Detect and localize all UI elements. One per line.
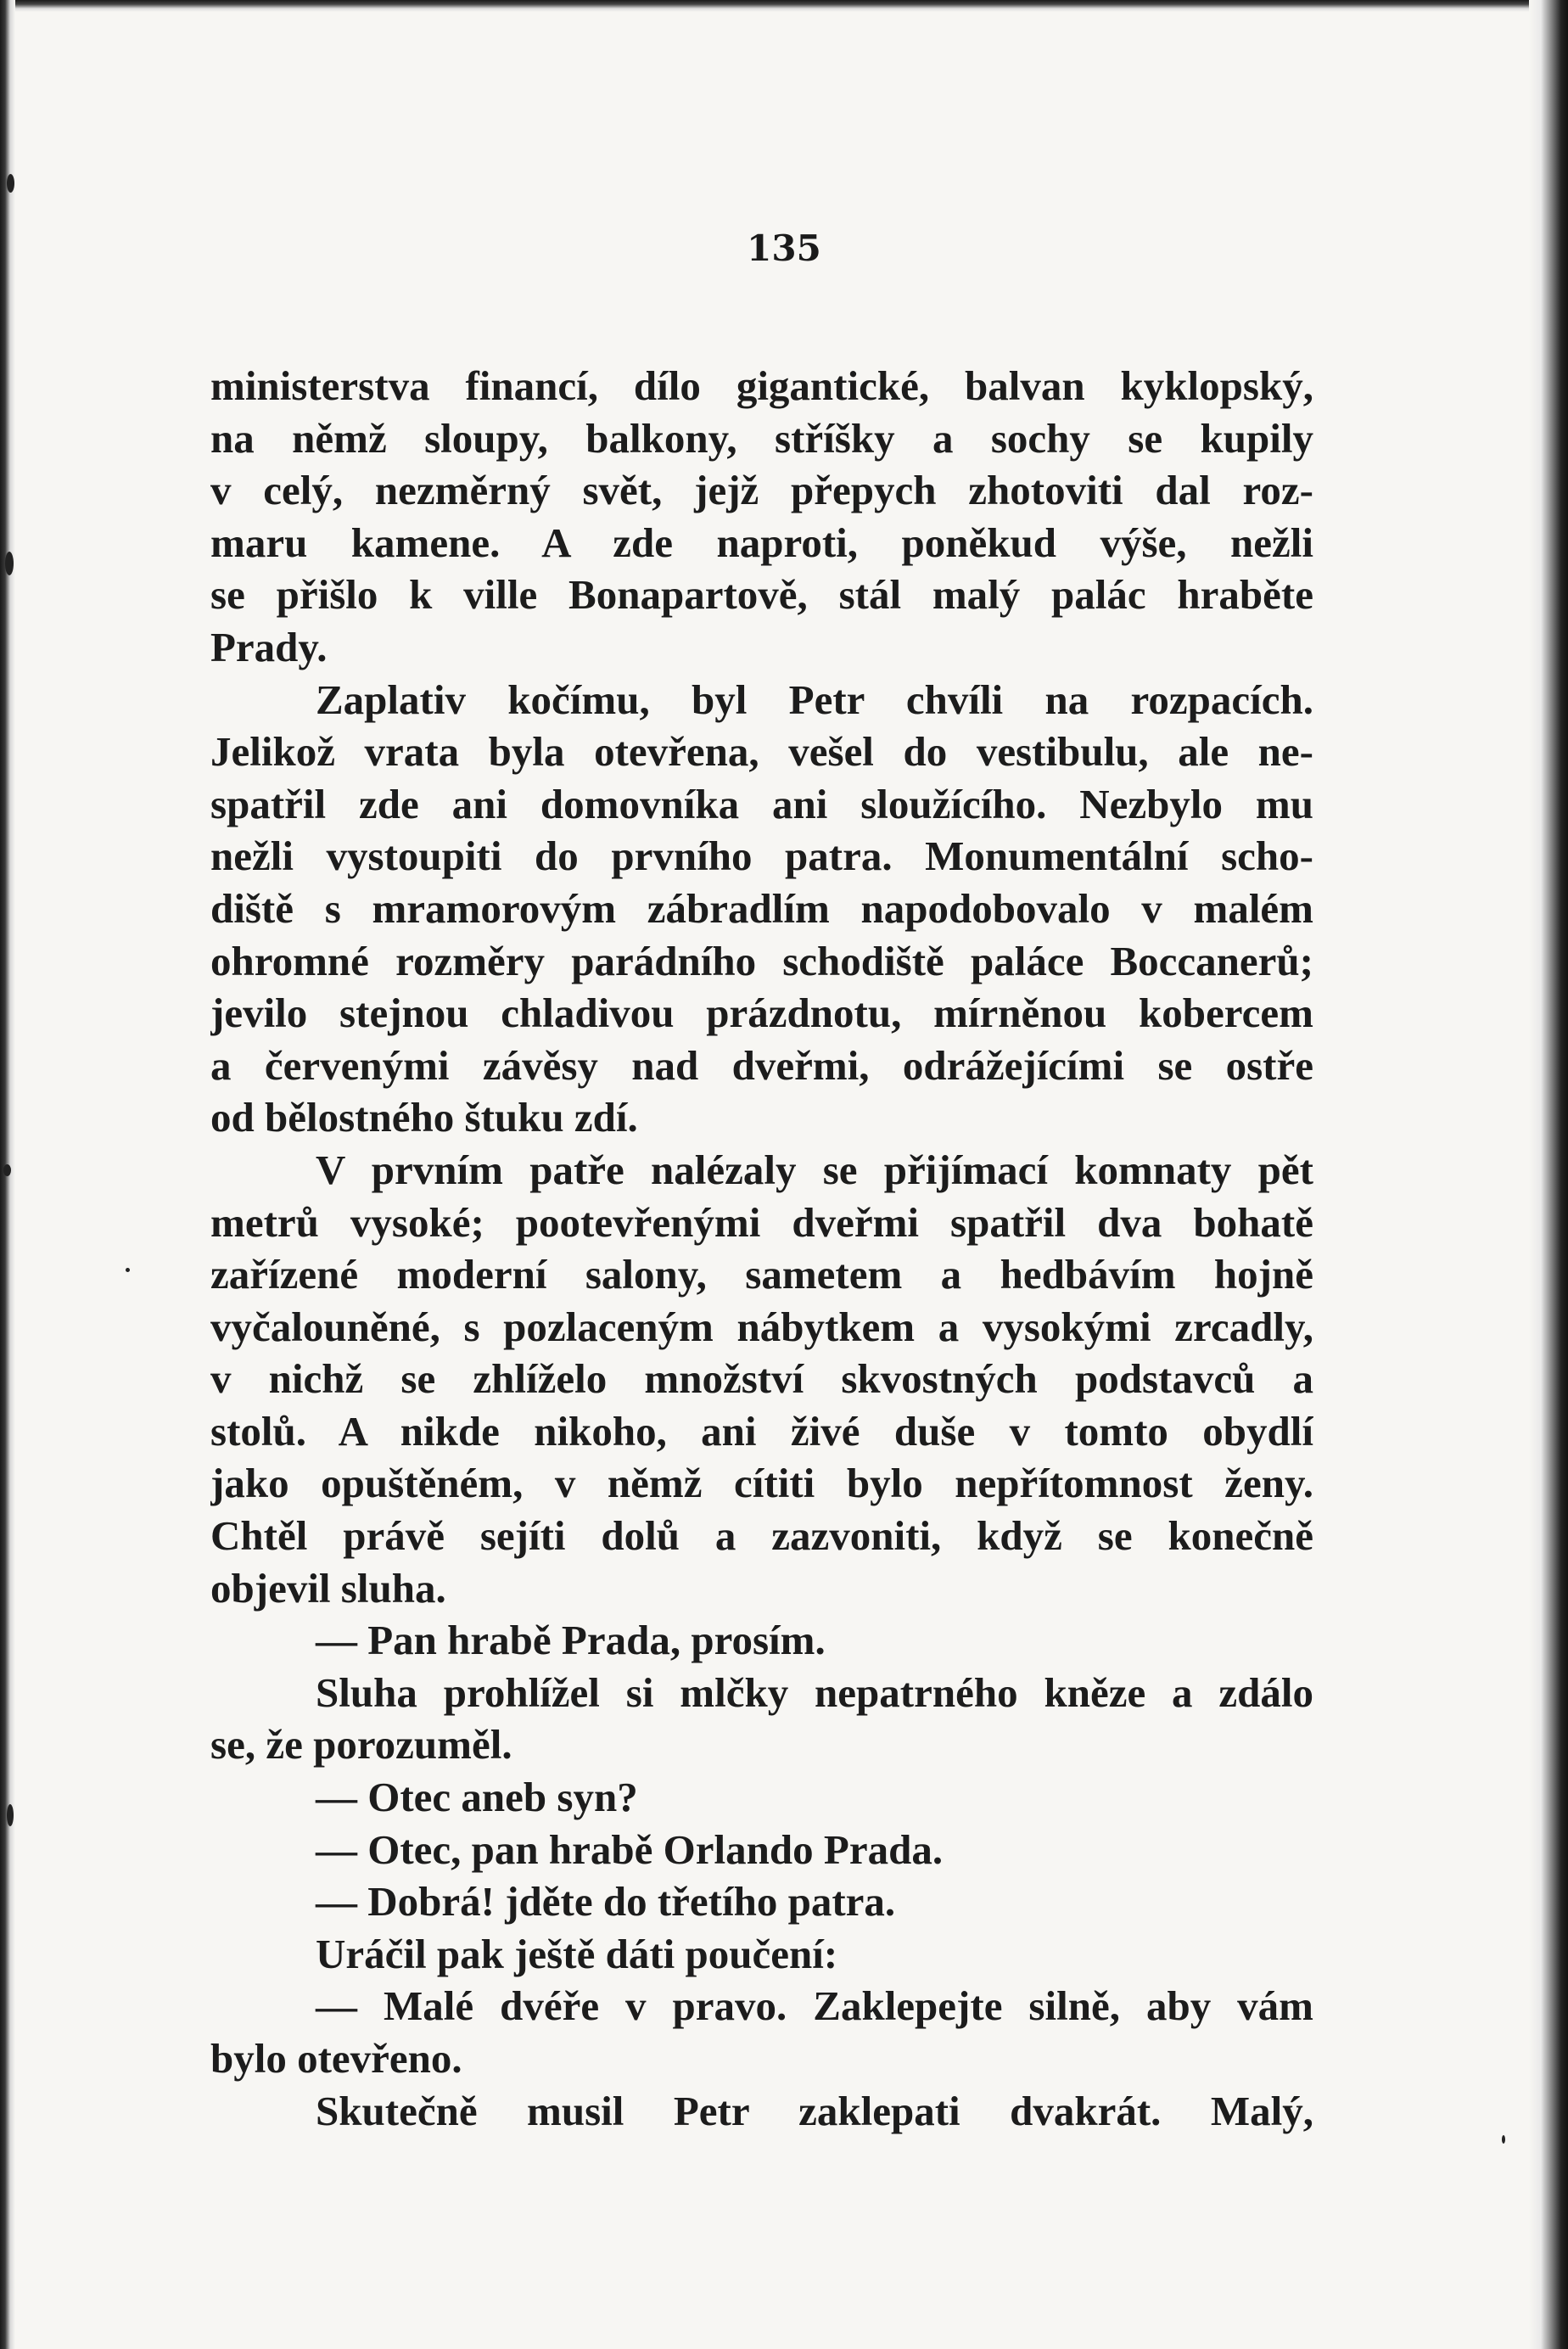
text-line: Prady. — [210, 623, 328, 670]
text-line: — Pan hrabě Prada, prosím. — [316, 1617, 826, 1664]
text-line: ministerstva financí, dílo gigantické, balvan kyklopský, — [210, 362, 1313, 409]
text-line: v nichž se zhlíželo množství skvostných podstavců a — [210, 1355, 1313, 1403]
text-line: bylo otevřeno. — [210, 2035, 462, 2082]
text-line: spatřil zde ani domovníka ani sloužícího. Nezbylo mu — [210, 780, 1313, 827]
text-line: — Dobrá! jděte do třetího patra. — [316, 1878, 896, 1926]
text-line: Uráčil pak ještě dáti poučení: — [316, 1930, 838, 1977]
text-line: jako opuštěném, v němž cítiti bylo nepřítomnost ženy. — [210, 1460, 1313, 1507]
text-line: objevil sluha. — [210, 1564, 446, 1612]
scan-speck — [1502, 2135, 1505, 2144]
scan-speck — [7, 174, 14, 193]
text-line: maru kamene. A zde naproti, poněkud výše, nežli — [210, 519, 1313, 566]
text-line: jevilo stejnou chladivou prázdnotu, mírněnou kobercem — [210, 989, 1313, 1037]
text-line: ohromné rozměry parádního schodiště paláce Boccanerů; — [210, 937, 1313, 984]
text-line: Jelikož vrata byla otevřena, vešel do vestibulu, ale ne- — [210, 728, 1313, 776]
text-line: se, že porozuměl. — [210, 1721, 512, 1769]
text-line: zařízené moderní salony, sametem a hedbávím hojně — [210, 1251, 1313, 1298]
scan-speck — [7, 1804, 14, 1826]
text-line: — Malé dvéře v pravo. Zaklepejte silně, aby vám — [316, 1982, 1313, 2030]
text-line: se přišlo k ville Bonapartově, stál malý palác hraběte — [210, 571, 1313, 619]
text-line: Chtěl právě sejíti dolů a zazvoniti, když se konečně — [210, 1512, 1313, 1560]
text-line: Sluha prohlížel si mlčky nepatrného kněze a zdálo — [316, 1668, 1313, 1716]
text-line: Skutečně musil Petr zaklepati dvakrát. Malý, — [316, 2087, 1313, 2134]
page-edge-top — [0, 0, 1568, 12]
scan-speck — [3, 1164, 11, 1176]
scan-speck — [5, 552, 14, 575]
page-edge-right — [1529, 0, 1568, 2349]
text-line: — Otec aneb syn? — [316, 1774, 638, 1821]
body-text — [210, 360, 1313, 2137]
text-line: v celý, nezměrný svět, jejž přepych zhotoviti dal roz- — [210, 467, 1313, 514]
text-line: vyčalouněné, s pozlaceným nábytkem a vysokými zrcadly, — [210, 1303, 1313, 1350]
text-line: diště s mramorovým zábradlím napodobovalo v malém — [210, 884, 1313, 932]
text-line: stolů. A nikde nikoho, ani živé duše v tomto obydlí — [210, 1407, 1313, 1455]
text-line: nežli vystoupiti do prvního patra. Monumentální scho- — [210, 833, 1313, 880]
text-line: V prvním patře nalézaly se přijímací komnaty pět — [316, 1146, 1313, 1193]
text-line: — Otec, pan hrabě Orlando Prada. — [316, 1825, 944, 1873]
text-line: a červenými závěsy nad dveřmi, odrážejícími se ostře — [210, 1041, 1313, 1089]
text-line: metrů vysoké; pootevřenými dveřmi spatřil dva bohatě — [210, 1198, 1313, 1246]
scan-speck — [126, 1268, 130, 1272]
text-line: na němž sloupy, balkony, stříšky a sochy se kupily — [210, 414, 1313, 462]
text-line: od bělostného štuku zdí. — [210, 1094, 638, 1141]
page-number: 135 — [747, 227, 821, 269]
text-line: Zaplativ kočímu, byl Petr chvíli na rozpacích. — [316, 676, 1313, 723]
